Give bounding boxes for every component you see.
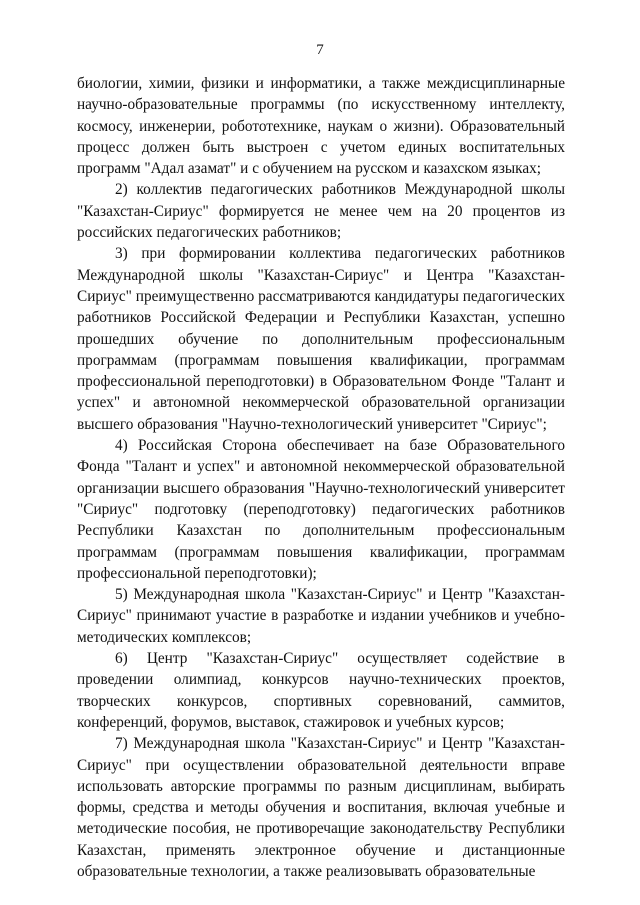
paragraph-item-7: 7) Международная школа "Казахстан-Сириус" и Центр "Казахстан-Сириус" при осуществлении образовательной деятельности вправе использовать авторские программы по разным дисциплинам, выбирать формы, средства и методы обучения и воспитания, включая учебные и методические пособия, не противоречащие законодательству Республики Казахстан, применять электронное обучение и дистанционные образовательные технологии, а также реализовывать образовательные	[77, 735, 565, 880]
page-number: 7	[316, 42, 324, 58]
paragraph-continuation: биологии, химии, физики и информатики, а также междисциплинарные научно-образовательные программы (по искусственному интеллекту, космосу, инженерии, робототехнике, наукам о жизни). Образовательный процесс должен быть выстроен с учетом единых воспитательных программ "Адал азамат" и с обучением на русском и казахском языках;	[77, 75, 565, 178]
paragraph-item-5: 5) Международная школа "Казахстан-Сириус" и Центр "Казахстан-Сириус" принимают участие в разработке и издании учебников и учебно-методических комплексов;	[77, 586, 565, 646]
paragraph-item-4: 4) Российская Сторона обеспечивает на базе Образовательного Фонда "Талант и успех" и автономной некоммерческой образовательной организации высшего образования "Научно-технологический университет "Сириус" подготовку (переподготовку) педагогических работников Республики Казахстан по дополнительным профессиональным программам (программам повышения квалификации, программам профессиональной переподготовки);	[77, 437, 565, 582]
document-body	[77, 73, 565, 882]
paragraph-item-2: 2) коллектив педагогических работников Международной школы "Казахстан-Сириус" формируется не менее чем на 20 процентов из российских педагогических работников;	[77, 181, 565, 242]
paragraph-item-3: 3) при формировании коллектива педагогических работников Международной школы "Казахстан-Сириус" и Центра "Казахстан-Сириус" преимущественно рассматриваются кандидатуры педагогических работников Российской Федерации и Республики Казахстан, успешно прошедших обучение по дополнительным профессиональным программам (программам повышения квалификации, программам профессиональной переподготовки) в Образовательном Фонде "Талант и успех" и автономной некоммерческой образовательной организации высшего образования "Научно-технологический университет "Сириус";	[77, 245, 565, 433]
paragraph-item-6: 6) Центр "Казахстан-Сириус" осуществляет содействие в проведении олимпиад, конкурсов научно-технических проектов, творческих конкурсов, спортивных соревнований, саммитов, конференций, форумов, выставок, стажировок и учебных курсов;	[77, 650, 565, 731]
